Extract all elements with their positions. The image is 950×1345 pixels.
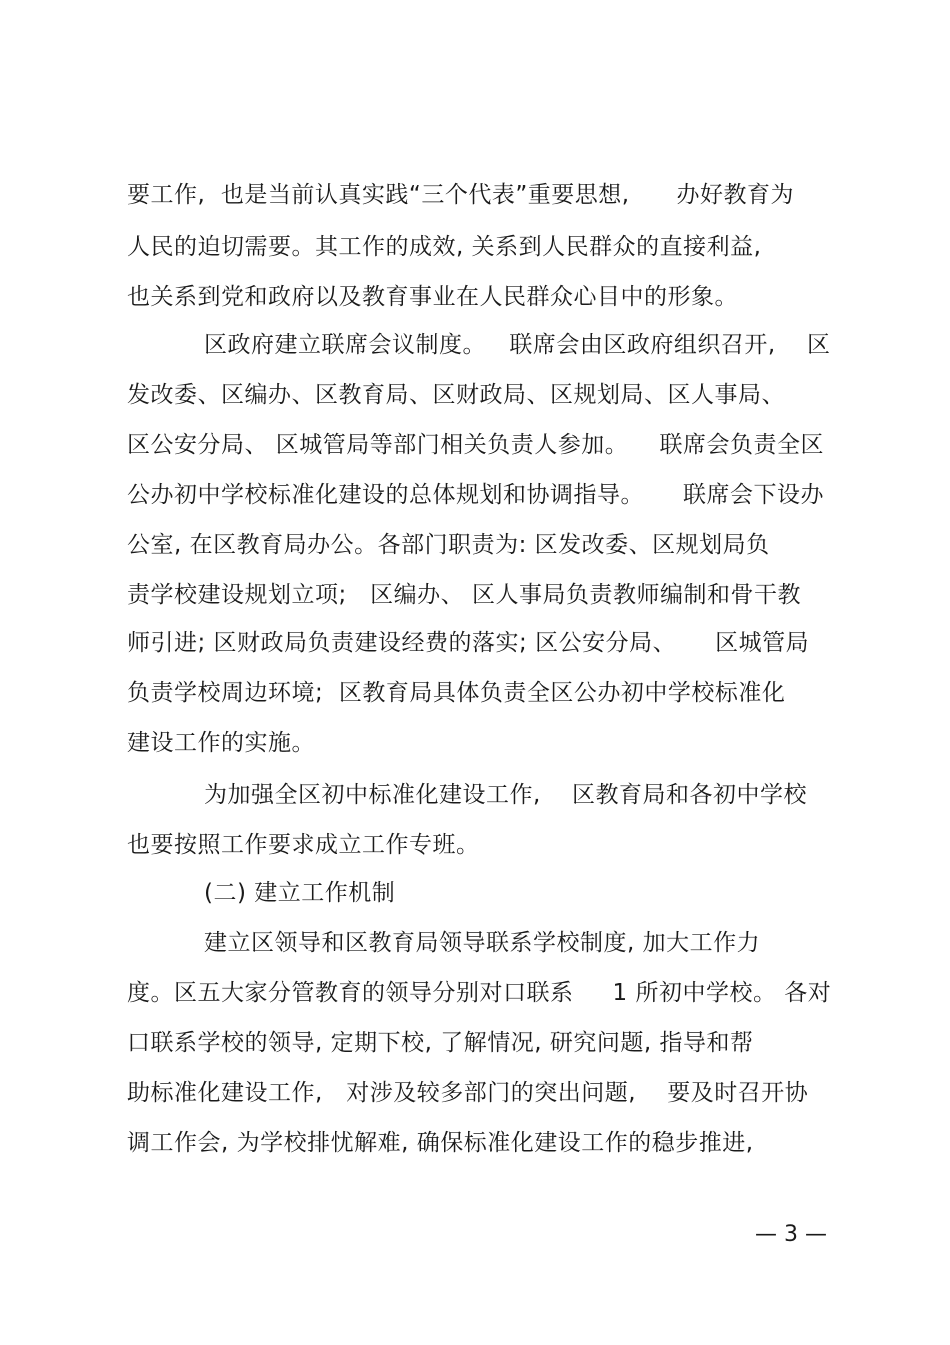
- text-line: 区政府建立联席会议制度。 联席会由区政府组织召开, 区: [204, 332, 831, 358]
- text-line: 度。区五大家分管教育的领导分别对口联系 1 所初中学校。 各对: [127, 980, 832, 1006]
- text-line: 发改委、区编办、区教育局、区财政局、区规划局、区人事局、: [127, 382, 785, 408]
- text-line: 责学校建设规划立项; 区编办、 区人事局负责教师编制和骨干教: [127, 582, 801, 608]
- page-number: — 3 —: [755, 1222, 827, 1247]
- text-line: 负责学校周边环境; 区教育局具体负责全区公办初中学校标准化: [127, 680, 786, 706]
- text-line: 区公安分局、 区城管局等部门相关负责人参加。 联席会负责全区: [127, 432, 825, 458]
- text-line: 建设工作的实施。: [127, 730, 315, 756]
- text-line: 人民的迫切需要。其工作的成效, 关系到人民群众的直接利益,: [127, 234, 762, 260]
- text-line: 也要按照工作要求成立工作专班。: [127, 832, 480, 858]
- section-heading: (二) 建立工作机制: [204, 880, 396, 906]
- text-line: 为加强全区初中标准化建设工作, 区教育局和各初中学校: [204, 782, 808, 808]
- text-line: 也关系到党和政府以及教育事业在人民群众心目中的形象。: [127, 284, 738, 310]
- text-line: 公办初中学校标准化建设的总体规划和协调指导。 联席会下设办: [127, 482, 825, 508]
- text-line: 助标准化建设工作, 对涉及较多部门的突出问题, 要及时召开协: [127, 1080, 809, 1106]
- text-line: 师引进; 区财政局负责建设经费的落实; 区公安分局、 区城管局: [127, 630, 810, 656]
- text-line: 要工作, 也是当前认真实践“三个代表”重要思想, 办好教育为: [127, 182, 794, 208]
- text-line: 口联系学校的领导, 定期下校, 了解情况, 研究问题, 指导和帮: [127, 1030, 754, 1056]
- text-line: 建立区领导和区教育局领导联系学校制度, 加大工作力: [204, 930, 761, 956]
- text-line: 调工作会, 为学校排忧解难, 确保标准化建设工作的稳步推进,: [127, 1130, 754, 1156]
- text-line: 公室, 在区教育局办公。各部门职责为: 区发改委、区规划局负: [127, 532, 770, 558]
